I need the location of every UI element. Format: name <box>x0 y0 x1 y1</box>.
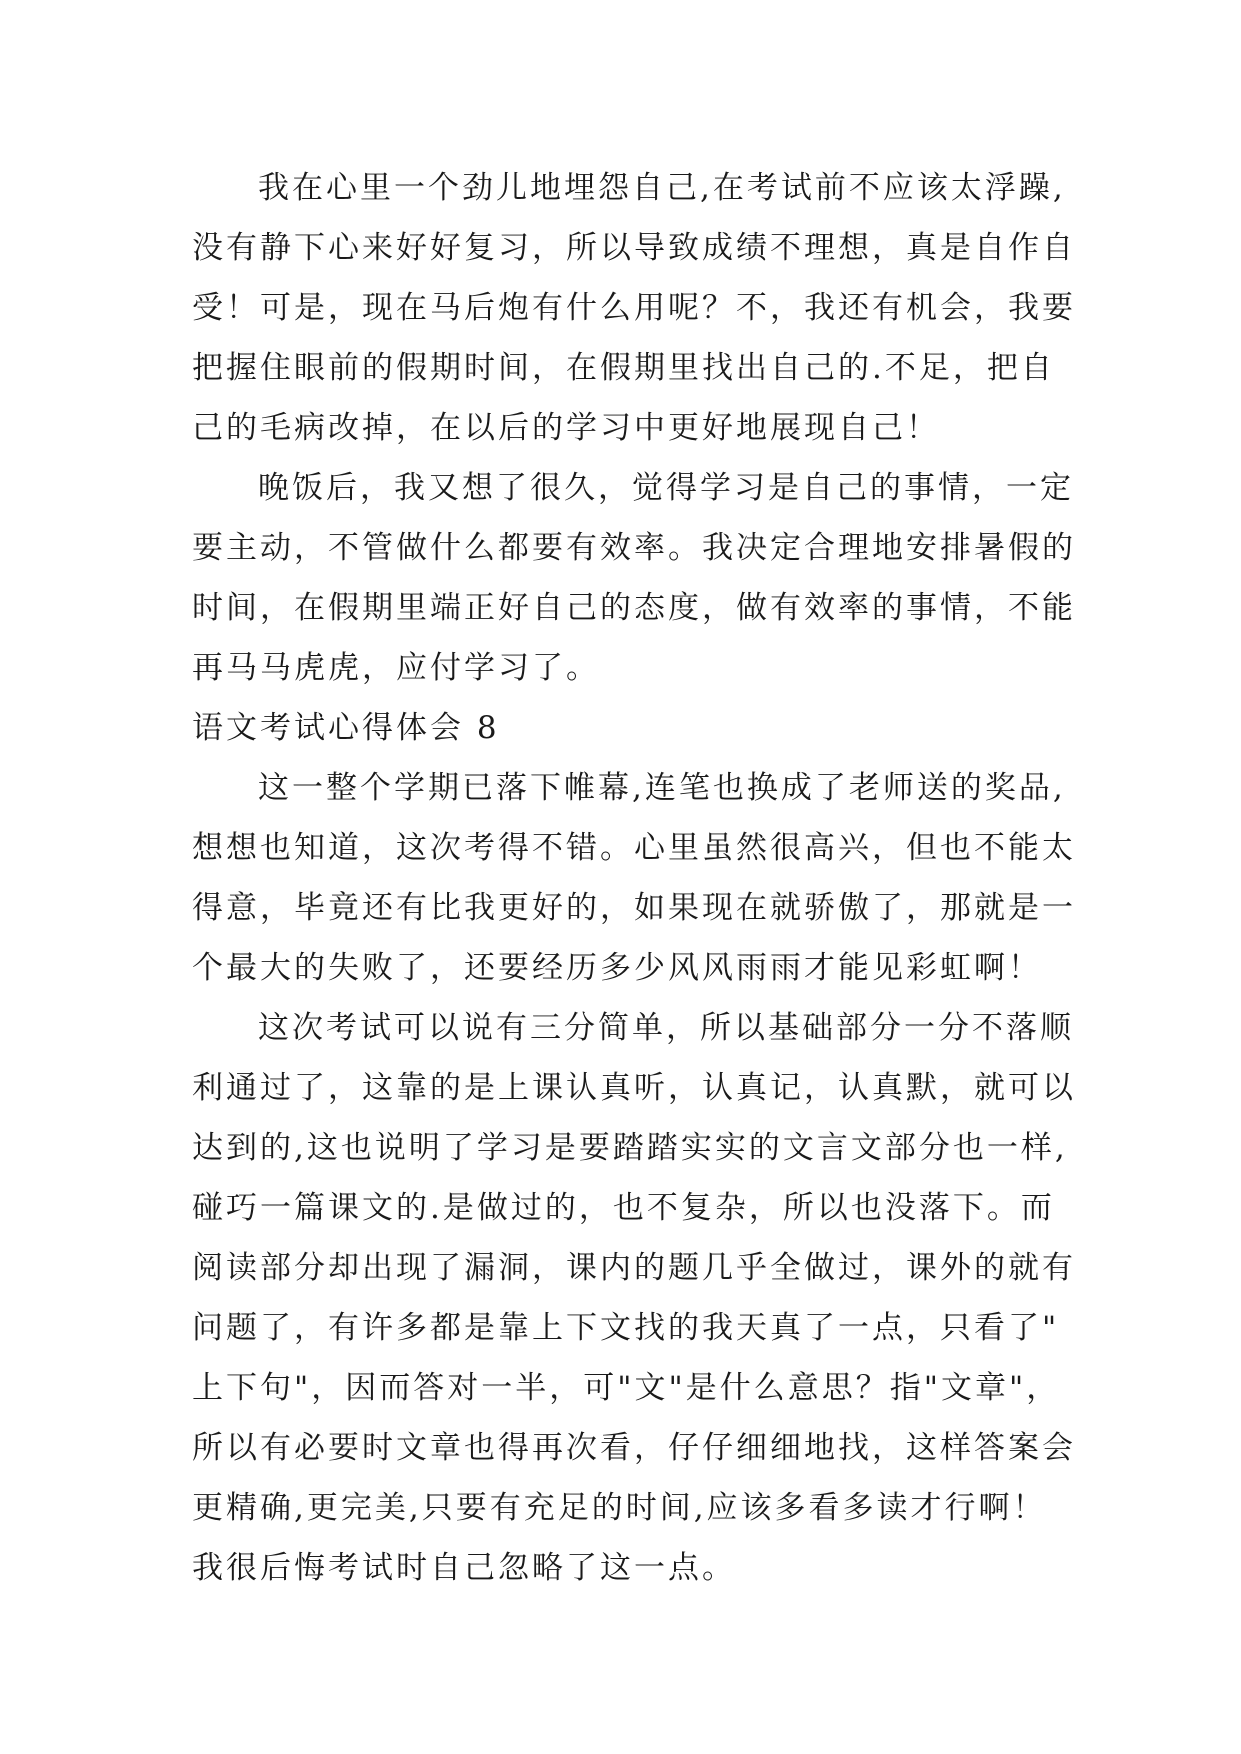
text-line: 达到的,这也说明了学习是要踏踏实实的文言文部分也一样, <box>192 1130 1068 1166</box>
text-line: 我在心里一个劲儿地埋怨自己,在考试前不应该太浮躁, <box>258 170 1066 206</box>
paragraph-1 <box>192 158 1076 458</box>
text-line: 时间，在假期里端正好自己的态度，做有效率的事情，不能 <box>192 590 1076 626</box>
text-line: 想想也知道，这次考得不错。心里虽然很高兴，但也不能太 <box>192 830 1076 866</box>
paragraph-4 <box>192 998 1076 1598</box>
text-line: 把握住眼前的假期时间，在假期里找出自己的.不足，把自 <box>192 350 1055 386</box>
text-line: 个最大的失败了，还要经历多少风风雨雨才能见彩虹啊！ <box>192 950 1042 986</box>
section-title: 语文考试心得体会 8 <box>192 710 500 746</box>
text-line: 晚饭后，我又想了很久，觉得学习是自己的事情，一定 <box>258 470 1074 506</box>
text-line: 这一整个学期已落下帷幕,连笔也换成了老师送的奖品, <box>258 770 1066 806</box>
text-line: 问题了，有许多都是靠上下文找的我天真了一点，只看了" <box>192 1310 1060 1346</box>
text-line: 更精确,更完美,只要有充足的时间,应该多看多读才行啊！ <box>192 1490 1047 1526</box>
paragraph-2 <box>192 458 1076 698</box>
text-line: 阅读部分却出现了漏洞，课内的题几乎全做过，课外的就有 <box>192 1250 1076 1286</box>
text-line: 碰巧一篇课文的.是做过的，也不复杂，所以也没落下。而 <box>192 1190 1055 1226</box>
text-line: 再马马虎虎，应付学习了。 <box>192 650 600 686</box>
text-line: 要主动，不管做什么都要有效率。我决定合理地安排暑假的 <box>192 530 1076 566</box>
text-line: 受！可是，现在马后炮有什么用呢？不，我还有机会，我要 <box>192 290 1076 326</box>
text-line: 上下句"，因而答对一半，可"文"是什么意思？指"文章"， <box>192 1370 1061 1406</box>
text-line: 利通过了，这靠的是上课认真听，认真记，认真默，就可以 <box>192 1070 1076 1106</box>
text-line: 没有静下心来好好复习，所以导致成绩不理想，真是自作自 <box>192 230 1076 266</box>
text-line: 这次考试可以说有三分简单，所以基础部分一分不落顺 <box>258 1010 1074 1046</box>
paragraph-3 <box>192 758 1076 998</box>
text-line: 己的毛病改掉，在以后的学习中更好地展现自己！ <box>192 410 940 446</box>
document-body <box>192 158 1076 1598</box>
text-line: 所以有必要时文章也得再次看，仔仔细细地找，这样答案会 <box>192 1430 1076 1466</box>
text-line: 得意，毕竟还有比我更好的，如果现在就骄傲了，那就是一 <box>192 890 1076 926</box>
text-line: 我很后悔考试时自己忽略了这一点。 <box>192 1550 736 1586</box>
